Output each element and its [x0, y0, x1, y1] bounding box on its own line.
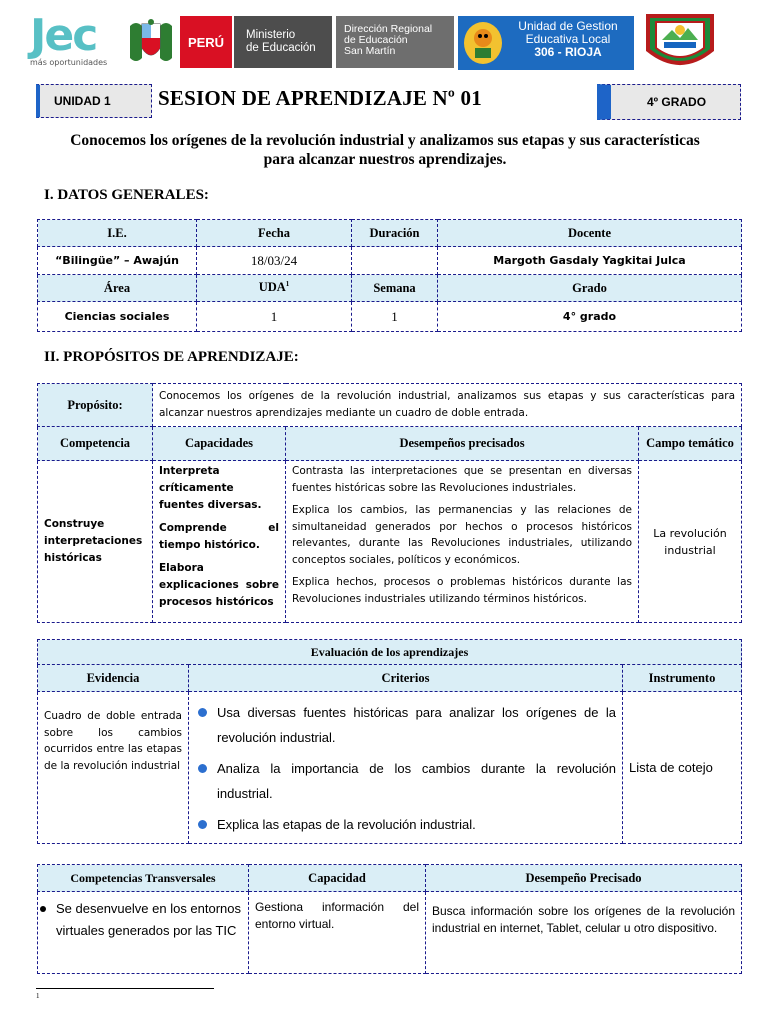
header-desempeno-precisado: Desempeño Precisado — [426, 865, 742, 892]
footnote-number: 1 — [36, 992, 40, 1000]
capacidades-list — [153, 461, 286, 623]
section-2-heading: II. PROPÓSITOS DE APRENDIZAJE: — [44, 349, 299, 365]
grade-badge — [597, 84, 741, 120]
section-1-heading: I. DATOS GENERALES: — [44, 187, 209, 203]
evaluation-table — [37, 639, 742, 844]
ministry-logo — [234, 16, 332, 68]
transversal-capacidad: Gestiona información del entorno virtual. — [249, 892, 426, 974]
competencia-value: Construye interpretaciones históricas — [38, 461, 153, 623]
transversal-competencia-cell — [38, 892, 249, 974]
transversal-header-row — [38, 865, 742, 892]
criterio-1: Usa diversas fuentes históricas para analizar los orígenes de la revolución industrial. — [217, 705, 616, 745]
header-grado: Grado — [438, 275, 742, 302]
transversal-competencia-item — [38, 898, 244, 942]
ugel-line-2: Educativa Local — [525, 32, 611, 46]
header-instrumento: Instrumento — [623, 665, 742, 692]
region-line-1: Dirección Regional — [344, 23, 433, 35]
peru-coat-of-arms-icon — [126, 18, 176, 66]
footnote-divider — [36, 988, 214, 989]
header-campo-tematico: Campo temático — [639, 427, 742, 461]
purpose-label: Propósito: — [38, 384, 153, 427]
purpose-header-row — [38, 427, 742, 461]
transversal-competencia: Se desenvuelve en los entornos virtuales generados por las TIC — [56, 901, 242, 938]
value-fecha: 18/03/24 — [197, 247, 352, 275]
value-uda: 1 — [197, 302, 352, 332]
header-semana: Semana — [352, 275, 438, 302]
general-header-row-2 — [38, 275, 742, 302]
header-ie: I.E. — [38, 220, 197, 247]
ugel-line-3: 306 - RIOJA — [534, 45, 602, 59]
evidencia-value: Cuadro de doble entrada sobre los cambios ocurridos entre las etapas de la revolución industrial — [38, 692, 189, 844]
purpose-text: Conocemos los orígenes de la revolución industrial, analizamos sus etapas y sus características para alcanzar nuestros aprendizajes mediante un cuadro de doble entrada. — [153, 384, 742, 427]
header-evidencia: Evidencia — [38, 665, 189, 692]
header-duracion: Duración — [352, 220, 438, 247]
ugel-emblem-icon — [462, 20, 504, 66]
transversal-competencia-list — [38, 898, 244, 942]
general-values-row-1 — [38, 247, 742, 275]
ministry-line-1: Ministerio — [246, 29, 296, 41]
page-title: SESION DE APRENDIZAJE Nº 01 — [158, 86, 482, 110]
header-capacidad: Capacidad — [249, 865, 426, 892]
region-line-2: de Educación — [344, 34, 408, 46]
unit-badge — [36, 84, 152, 118]
header-desempenos: Desempeños precisados — [286, 427, 639, 461]
bullet-icon — [198, 764, 207, 773]
header-competencias-transversales: Competencias Transversales — [38, 865, 249, 892]
criterio-item — [191, 756, 620, 806]
jec-tagline: más oportunidades — [30, 58, 108, 67]
criterio-2: Analiza la importancia de los cambios durante la revolución industrial. — [217, 761, 616, 801]
purposes-table — [37, 383, 742, 623]
capacidad-3: Elabora explicaciones sobre procesos históricos — [159, 562, 279, 608]
jec-logo — [30, 12, 120, 72]
capacidad-2: Comprende el tiempo histórico. — [159, 522, 279, 551]
general-header-row-1 — [38, 220, 742, 247]
value-semana: 1 — [352, 302, 438, 332]
criterios-list — [191, 700, 620, 837]
value-duracion — [352, 247, 438, 275]
criterio-3: Explica las etapas de la revolución industrial. — [217, 817, 476, 832]
grade-label: 4º GRADO — [647, 95, 707, 109]
transversal-content-row — [38, 892, 742, 974]
criterios-cell — [189, 692, 623, 844]
purpose-row — [38, 384, 742, 427]
session-subtitle: Conocemos los orígenes de la revolución industrial y analizamos sus etapas y sus características para alcanzar nuestros aprendizajes. — [70, 132, 700, 168]
header-area: Área — [38, 275, 197, 302]
value-area: Ciencias sociales — [38, 302, 197, 332]
purpose-content-row — [38, 461, 742, 623]
evaluation-header-row — [38, 665, 742, 692]
rioja-shield-icon — [642, 10, 718, 76]
desempeno-3: Explica hechos, procesos o problemas históricos durante las Revoluciones industriales utilizando términos históricos. — [292, 576, 632, 605]
regional-directorate-logo — [336, 16, 454, 68]
value-ie: “Bilingüe” – Awajún — [38, 247, 197, 275]
general-values-row-2 — [38, 302, 742, 332]
jec-logo-word: Jec — [30, 10, 97, 61]
value-grado: 4° grado — [438, 302, 742, 332]
criterio-item — [191, 700, 620, 750]
evaluation-title: Evaluación de los aprendizajes — [38, 640, 742, 665]
header-logos — [0, 8, 768, 74]
header-uda — [197, 275, 352, 302]
ugel-line-1: Unidad de Gestion — [518, 19, 618, 33]
header-fecha: Fecha — [197, 220, 352, 247]
bullet-icon — [40, 906, 46, 912]
header-uda-label: UDA — [258, 280, 286, 295]
desempeno-1: Contrasta las interpretaciones que se presentan en diversas fuentes históricas sobre las Revoluciones industriales. — [292, 465, 632, 494]
transversal-table — [37, 864, 742, 974]
bullet-icon — [198, 820, 207, 829]
evaluation-title-row — [38, 640, 742, 665]
header-competencia: Competencia — [38, 427, 153, 461]
peru-label: PERÚ — [180, 16, 232, 68]
criterio-item — [191, 812, 620, 837]
header-criterios: Criterios — [189, 665, 623, 692]
desempenos-list — [286, 461, 639, 623]
bullet-icon — [198, 708, 207, 717]
general-data-table — [37, 219, 742, 332]
ugel-logo — [458, 16, 634, 70]
desempeno-2: Explica los cambios, las permanencias y las relaciones de simultaneidad generados por hechos o procesos históricos relevantes, durante las Revoluciones industriales, utilizando conceptos sociales, políticos y económicos. — [292, 504, 632, 566]
capacidad-1: Interpreta críticamente fuentes diversas. — [159, 465, 262, 511]
header-docente: Docente — [438, 220, 742, 247]
evaluation-content-row — [38, 692, 742, 844]
transversal-desempeno: Busca información sobre los orígenes de la revolución industrial en internet, Tablet, celular u otro dispositivo. — [426, 892, 742, 974]
campo-tematico-value: La revolución industrial — [639, 461, 742, 623]
header-capacidades: Capacidades — [153, 427, 286, 461]
uda-footnote-ref: 1 — [285, 280, 290, 289]
ministry-line-2: de Educación — [246, 42, 316, 54]
instrumento-value: Lista de cotejo — [623, 692, 742, 844]
value-docente: Margoth Gasdaly Yagkitai Julca — [438, 247, 742, 275]
region-line-3: San Martín — [344, 45, 396, 57]
unit-label: UNIDAD 1 — [54, 94, 111, 108]
